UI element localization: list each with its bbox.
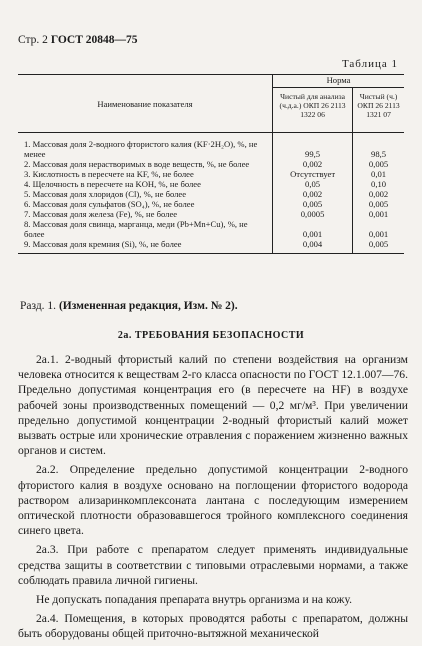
table-row [18,133,404,160]
row-name: 5. Массовая доля хлоридов (Cl), %, не более [24,189,187,199]
value-pure: 0,001 [353,219,404,239]
value-pure: 0,002 [353,189,404,199]
value-pure-analysis: 99,5 [273,133,353,160]
section-body [18,352,408,646]
value-pure: 0,005 [353,199,404,209]
value-pure-analysis: 0,001 [273,219,353,239]
row-name: 7. Массовая доля железа (Fe), %, не более [24,209,178,219]
row-name: 2. Массовая доля нерастворимых в воде веществ, %, не более [24,159,250,169]
value-pure-analysis: 0,005 [273,199,353,209]
paragraph: 2а.1. 2-водный фтористый калий по степени воздействия на организм человека относится к веществам 2-го класса опасности по ГОСТ 12.1.007—76. Предельно допустимая концентрация его (в пересчете на HF) в воздухе рабочей зоны производственных помещений — 0,2 мг/м³. При увеличении предельно допустимой концентрации 2-водный фтористый калий может вызвать острые или хронические отравления с поражением жизненно важных органов и систем. [18,353,408,458]
value-pure-analysis: Отсутствует [273,169,353,179]
page-header [18,34,138,46]
row-name: 8. Массовая доля свинца, марганца, меди (Pb+Mn+Cu), %, не более [24,219,248,239]
table-row [18,159,404,169]
table-caption: Таблица 1 [341,58,398,70]
table-row [18,189,404,199]
paragraph: 2а.3. При работе с препаратом следует применять индивидуальные средства защиты в соответствии с типовыми отраслевыми нормами, а также соблюдать правила личной гигиены. [18,543,408,587]
paragraph: Не допускать попадания препарата внутрь организма и на кожу. [36,593,352,607]
value-pure: 0,10 [353,179,404,189]
row-name: 1. Массовая доля 2-водного фтористого калия (KF·2H₂O), %, не менее [24,139,258,159]
value-pure-analysis: 0,002 [273,159,353,169]
value-pure: 0,01 [353,169,404,179]
requirements-table [18,74,404,254]
row-name: 3. Кислотность в пересчете на KF, %, не более [24,169,194,179]
column-header-pure: Чистый (ч.) ОКП 26 2113 1321 07 [353,88,404,133]
row-name: 9. Массовая доля кремния (Si), %, не более [18,239,273,254]
value-pure: 98,5 [353,133,404,160]
value-pure-analysis: 0,004 [273,239,353,254]
page-number: Стр. 2 [18,34,48,46]
value-pure: 0,005 [353,159,404,169]
section-title: 2а. ТРЕБОВАНИЯ БЕЗОПАСНОСТИ [117,330,305,341]
section-change-note [20,300,238,312]
paragraph: 2а.2. Определение предельно допустимой концентрации 2-водного фтористого калия в воздухе основано на поглощении фтористого водорода раствором ализаринкомплексоната лантана с последующим измерением оптической плотности образовавшегося тройного комплексного соединения синего цвета. [18,463,408,538]
paragraph: 2а.4. Помещения, в которых проводятся работы с препаратом, должны быть оборудованы общей приточно-вытяжной механической [18,612,408,641]
table-row [18,219,404,239]
column-header-name: Наименование показателя [18,75,273,133]
value-pure: 0,005 [353,239,404,254]
value-pure: 0,001 [353,209,404,219]
table-row [18,179,404,189]
table-row [18,239,404,254]
standard-number: ГОСТ 20848—75 [50,34,138,46]
column-header-pure-analysis: Чистый для анализа (ч.д.а.) ОКП 26 2113 1322 06 [273,88,353,133]
section-ref-prefix: Разд. 1. [20,300,57,312]
table-row [18,169,404,179]
column-header-norm: Норма [273,75,405,88]
table-row [18,209,404,219]
row-name: 4. Щелочность в пересчете на KOH, %, не более [24,179,201,189]
value-pure-analysis: 0,002 [273,189,353,199]
row-name: 6. Массовая доля сульфатов (SO₄), %, не более [24,199,195,209]
value-pure-analysis: 0,0005 [273,209,353,219]
value-pure-analysis: 0,05 [273,179,353,189]
section-ref-change: (Измененная редакция, Изм. № 2). [58,300,238,312]
table-row [18,199,404,209]
